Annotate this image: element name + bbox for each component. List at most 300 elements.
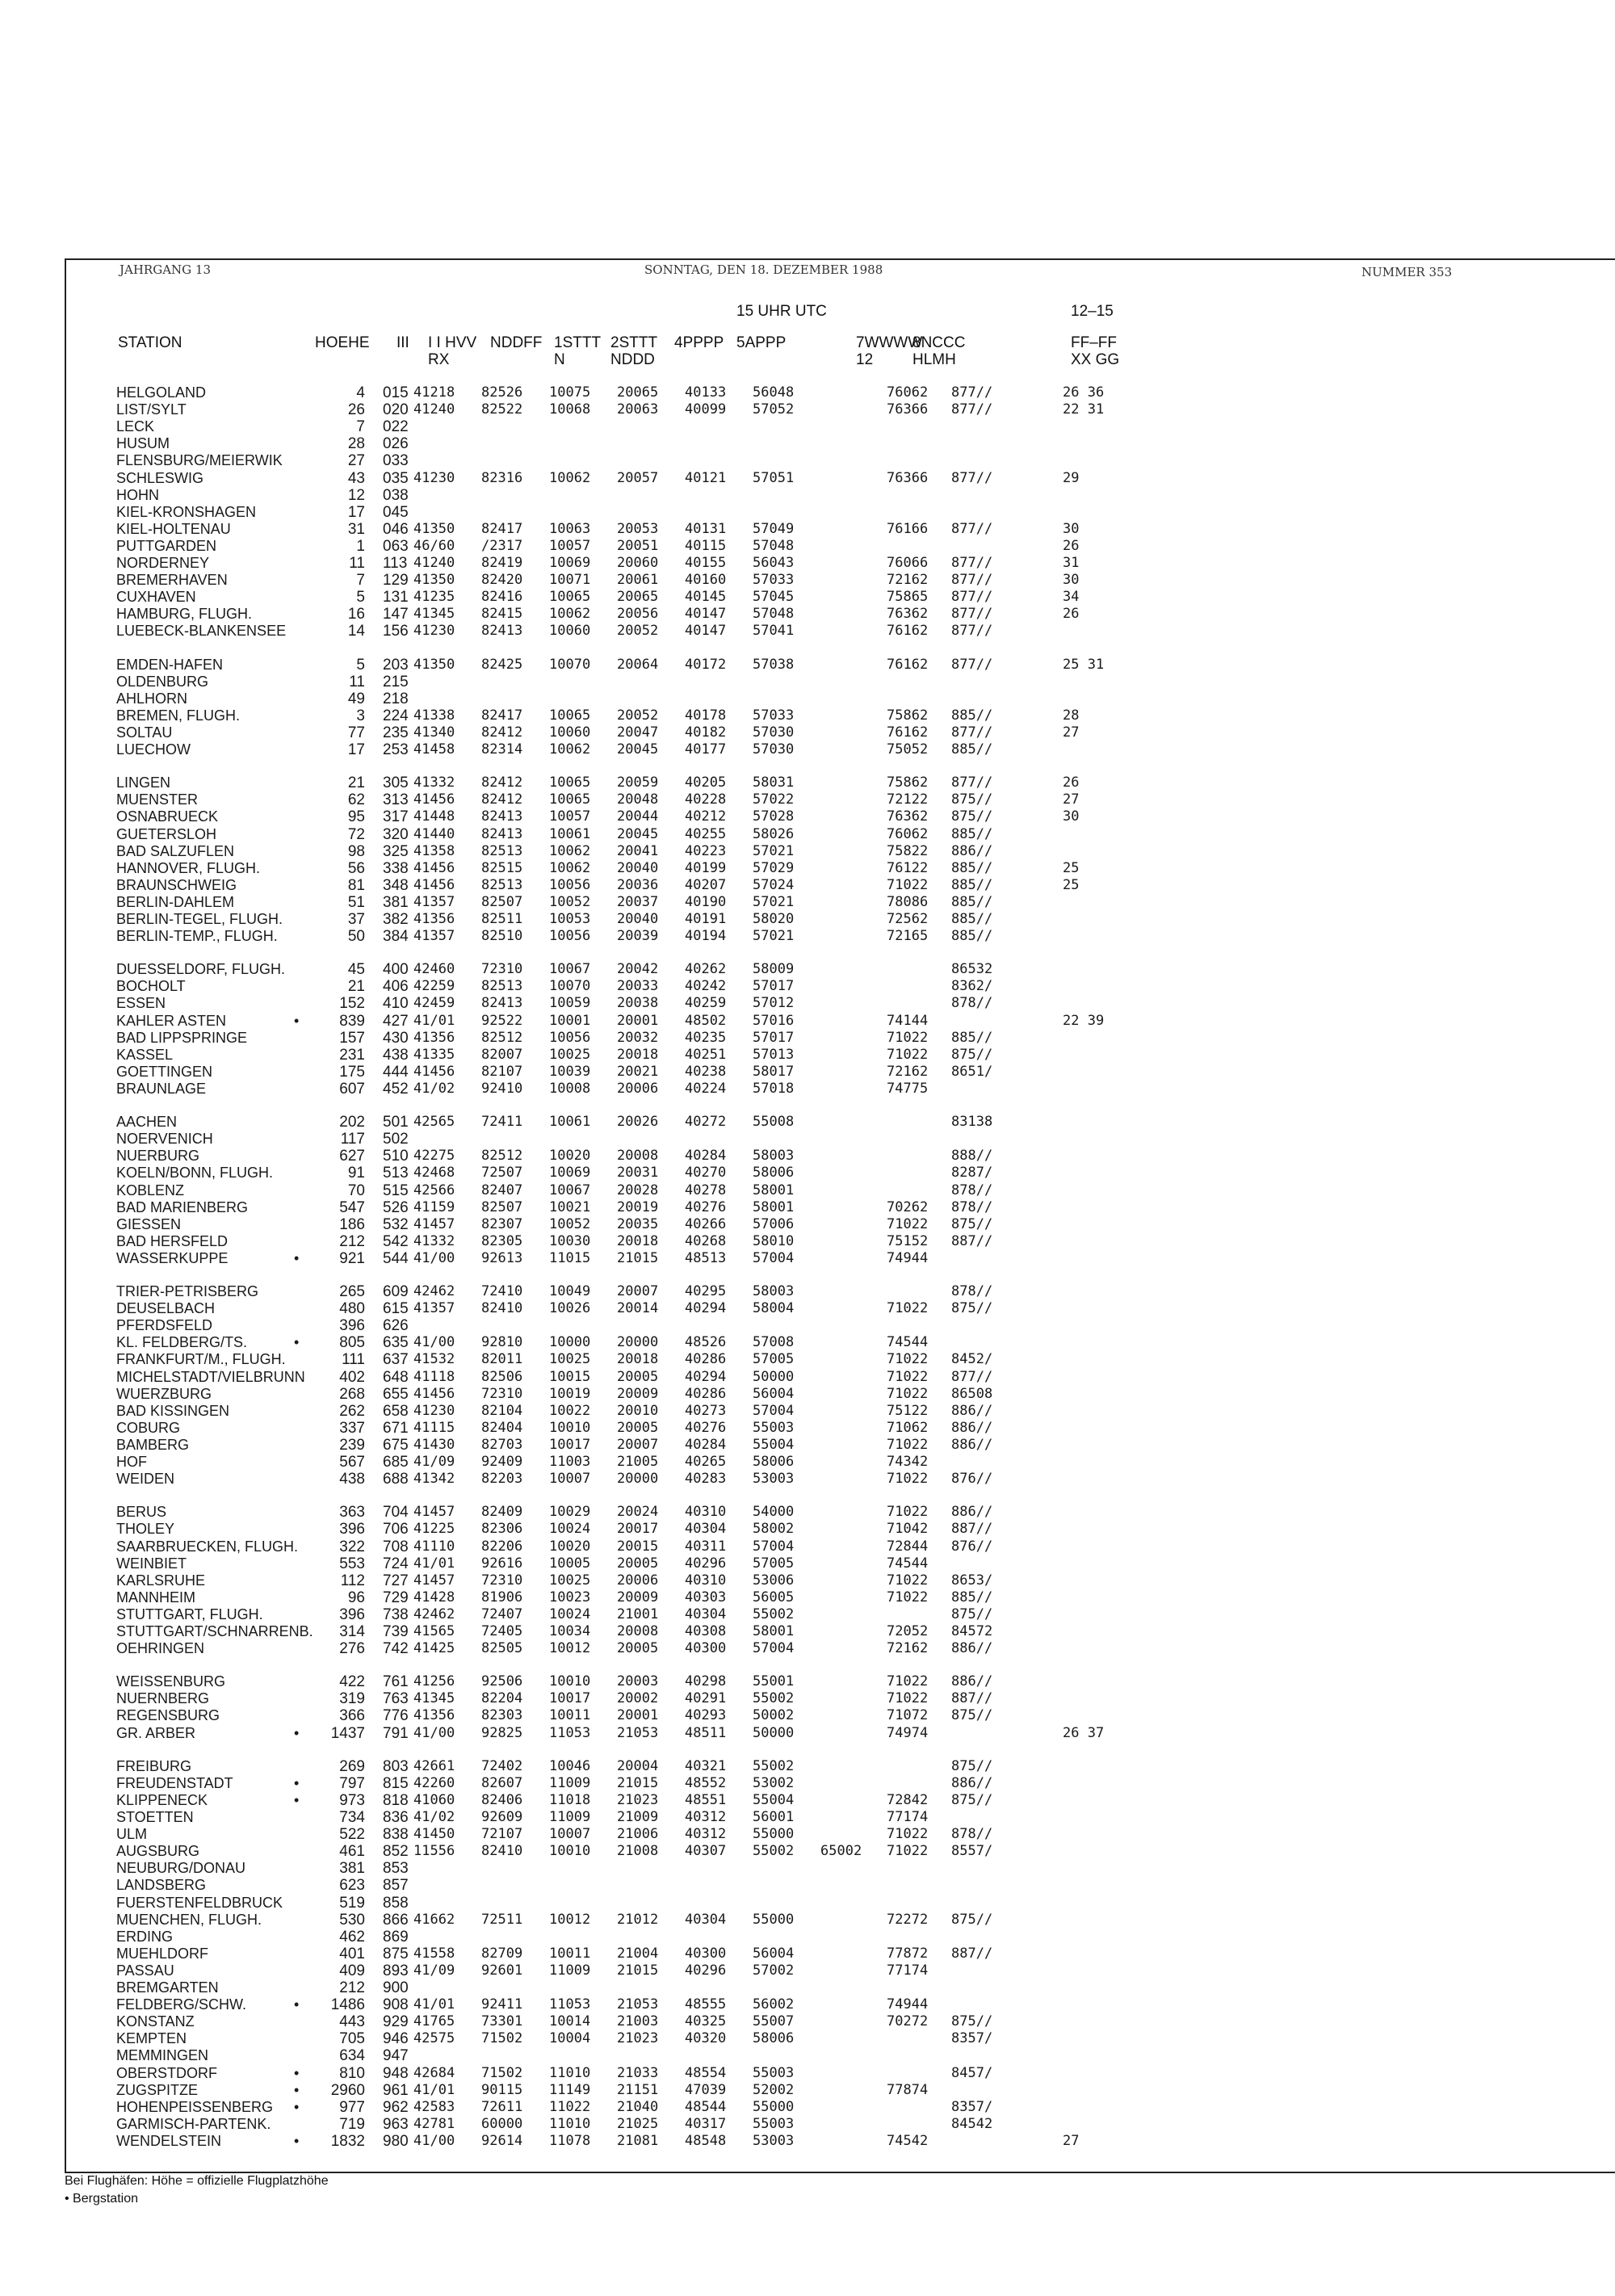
group-6: 56004	[753, 1385, 795, 1402]
group-6: 55003	[753, 2115, 795, 2132]
station-name: MICHELSTADT/VIELBRUNN	[116, 1368, 305, 1385]
group-5: 40266	[685, 1215, 727, 1232]
group-6: 57017	[753, 1029, 795, 1046]
group-3: 10061	[549, 825, 591, 842]
group-6: 56043	[753, 555, 795, 571]
group-6: 57028	[753, 808, 795, 825]
group-6: 53002	[753, 1774, 795, 1791]
group-3: 10065	[549, 707, 591, 724]
group-1: 42565	[413, 1114, 455, 1131]
gust-wind: 29	[1063, 469, 1080, 486]
group-6: 57051	[753, 469, 795, 486]
station-name: SAARBRUECKEN, FLUGH.	[116, 1538, 299, 1555]
group-5: 40325	[685, 2013, 727, 2030]
group-cloud: 875//	[951, 808, 993, 825]
group-2: 82303	[481, 1707, 523, 1724]
group-5: 40291	[685, 1690, 727, 1707]
group-4: 20005	[617, 1368, 659, 1385]
elevation: 62	[347, 791, 365, 809]
group-cloud: 886//	[951, 842, 993, 859]
station-name: LANDSBERG	[116, 1877, 207, 1894]
station-name: KARLSRUHE	[116, 1572, 206, 1589]
group-weather: 76066	[887, 555, 929, 571]
group-1: 42583	[413, 2098, 455, 2115]
table-row	[0, 1369, 1211, 1386]
group-1: 41256	[413, 1673, 455, 1690]
group-6: 57008	[753, 1334, 795, 1351]
group-1: 41345	[413, 606, 455, 623]
group-weather: 74542	[887, 2132, 929, 2149]
elevation: 5	[356, 589, 365, 607]
group-2: 82314	[481, 741, 523, 758]
station-index: 444	[383, 1063, 409, 1081]
group-2: 82607	[481, 1774, 523, 1791]
station-index: 739	[383, 1623, 409, 1640]
group-6: 58004	[753, 1300, 795, 1317]
group-4: 20018	[617, 1351, 659, 1368]
group-4: 21005	[617, 1454, 659, 1470]
group-6: 56002	[753, 1996, 795, 2013]
group-1: 41118	[413, 1368, 455, 1385]
station-name: FLENSBURG/MEIERWIK	[116, 452, 283, 469]
station-name: REGENSBURG	[116, 1707, 220, 1724]
group-2: 82107	[481, 1063, 523, 1080]
station-name: WEINBIET	[116, 1555, 187, 1572]
group-6: 57033	[753, 707, 795, 724]
group-cloud: 878//	[951, 1182, 993, 1198]
station-name: LUECHOW	[116, 741, 191, 758]
iii-heading: III	[396, 334, 409, 351]
group-5: 40276	[685, 1419, 727, 1436]
station-name: OLDENBURG	[116, 673, 209, 690]
group-cloud: 885//	[951, 1589, 993, 1606]
group-5: 40172	[685, 656, 727, 673]
group-5: 40312	[685, 1809, 727, 1825]
group-5: 40145	[685, 589, 727, 606]
group-4: 20045	[617, 741, 659, 758]
group-cloud: 877//	[951, 724, 993, 741]
group-4: 20026	[617, 1114, 659, 1131]
table-row	[0, 606, 1211, 623]
group-6: 53003	[753, 2132, 795, 2149]
group-5: 40160	[685, 572, 727, 589]
station-name: MANNHEIM	[116, 1589, 195, 1606]
hoehe-heading: HOEHE	[315, 334, 370, 351]
station-index: 675	[383, 1436, 409, 1454]
group-4: 20001	[617, 1707, 659, 1724]
group-1: 41428	[413, 1589, 455, 1606]
table-row	[0, 1081, 1211, 1098]
group-1: 41456	[413, 859, 455, 876]
group-4: 20017	[617, 1521, 659, 1538]
group-2: 72611	[481, 2098, 523, 2115]
station-index: 900	[383, 1979, 409, 1996]
group-4: 20057	[617, 469, 659, 486]
group-4: 21023	[617, 1791, 659, 1808]
elevation: 186	[339, 1215, 365, 1233]
elevation: 443	[339, 2013, 365, 2031]
group-5: 40199	[685, 859, 727, 876]
group-2: 82407	[481, 1182, 523, 1198]
group-weather: 77174	[887, 1809, 929, 1825]
station-name: WEISSENBURG	[116, 1673, 226, 1690]
elevation: 175	[339, 1063, 365, 1081]
group-2: 82412	[481, 774, 523, 791]
group-2: 92522	[481, 1012, 523, 1029]
elevation: 11	[349, 673, 365, 690]
elevation: 719	[339, 2115, 365, 2133]
table-row	[0, 1538, 1211, 1555]
group-weather: 77874	[887, 2081, 929, 2098]
group-cloud: 875//	[951, 1911, 993, 1928]
group-3: 10056	[549, 876, 591, 893]
table-row	[0, 1589, 1211, 1606]
elevation: 269	[339, 1757, 365, 1775]
station-index: 857	[383, 1877, 409, 1895]
group-5: 48551	[685, 1791, 727, 1808]
station-name: HOF	[116, 1454, 147, 1470]
station-name: KIEL-KRONSHAGEN	[116, 503, 257, 520]
group-weather: 72562	[887, 911, 929, 927]
group-2: 82417	[481, 520, 523, 537]
group-2: 71502	[481, 2030, 523, 2047]
table-row	[0, 674, 1211, 690]
group-6: 57004	[753, 1538, 795, 1555]
group-2: 82415	[481, 606, 523, 623]
elevation: 3	[356, 707, 365, 724]
station-index: 948	[383, 2064, 409, 2082]
group-5: 48548	[685, 2132, 727, 2149]
station-name: EMDEN-HAFEN	[116, 656, 224, 673]
station-name: LUEBECK-BLANKENSEE	[116, 623, 287, 640]
group-cloud: 886//	[951, 1419, 993, 1436]
group-cloud: 877//	[951, 656, 993, 673]
group-5: 40308	[685, 1623, 727, 1639]
group-weather: 76366	[887, 401, 929, 418]
station-index: 215	[383, 673, 409, 690]
group-2: 92810	[481, 1334, 523, 1351]
group-4: 21015	[617, 1774, 659, 1791]
elevation: 98	[347, 842, 365, 860]
group-5: 40178	[685, 707, 727, 724]
group-4: 21012	[617, 1911, 659, 1928]
elevation: 43	[347, 469, 365, 487]
station-index: 427	[383, 1012, 409, 1030]
group-cloud: 877//	[951, 401, 993, 418]
time-heading: 15 UHR UTC	[736, 303, 827, 320]
station-index: 852	[383, 1843, 409, 1861]
station-index: 022	[383, 418, 409, 436]
group-5: 40190	[685, 893, 727, 910]
station-index: 893	[383, 1962, 409, 1979]
table-row	[0, 707, 1211, 724]
group-6: 50000	[753, 1724, 795, 1741]
station-index: 727	[383, 1572, 409, 1589]
group-weather: 72162	[887, 1063, 929, 1080]
station-index: 724	[383, 1555, 409, 1572]
elevation: 734	[339, 1809, 365, 1826]
elevation: 553	[339, 1555, 365, 1572]
group-2: 92616	[481, 1555, 523, 1572]
group-weather: 71022	[887, 1368, 929, 1385]
elevation: 95	[347, 808, 365, 826]
group-5: 40296	[685, 1962, 727, 1979]
table-row	[0, 504, 1211, 521]
table-row	[0, 2047, 1211, 2064]
station-name: THOLEY	[116, 1521, 175, 1538]
group-2: 82413	[481, 808, 523, 825]
group-4: 21006	[617, 1826, 659, 1843]
table-row	[0, 791, 1211, 808]
group-5: 40182	[685, 724, 727, 741]
group-weather: 71022	[887, 1826, 929, 1843]
station-index: 452	[383, 1080, 409, 1098]
group-6: 58020	[753, 911, 795, 927]
group-6: 56048	[753, 384, 795, 401]
group-2: 82104	[481, 1402, 523, 1419]
group-cloud: 885//	[951, 741, 993, 758]
group-6: 58003	[753, 1283, 795, 1299]
station-name: AACHEN	[116, 1114, 178, 1131]
group-5: 48555	[685, 1996, 727, 2013]
station-name: NORDERNEY	[116, 555, 210, 571]
group-2: 73301	[481, 2013, 523, 2030]
table-row	[0, 724, 1211, 741]
group-3: 10021	[549, 1198, 591, 1215]
elevation: 396	[339, 1317, 365, 1335]
elevation: 366	[339, 1707, 365, 1725]
group-1: 41240	[413, 401, 455, 418]
group-4: 21023	[617, 2030, 659, 2047]
group-4: 20040	[617, 911, 659, 927]
gust-wind: 25 31	[1063, 656, 1105, 673]
group-3: 10052	[549, 893, 591, 910]
station-name: WENDELSTEIN	[116, 2132, 222, 2149]
station-index: 131	[383, 589, 409, 607]
group-cloud: 885//	[951, 825, 993, 842]
group-cloud: 885//	[951, 893, 993, 910]
group-5: 40310	[685, 1572, 727, 1589]
group-4: 20037	[617, 893, 659, 910]
group-3: 10059	[549, 995, 591, 1012]
station-index: 406	[383, 978, 409, 996]
table-row	[0, 623, 1211, 640]
table-row	[0, 1047, 1211, 1064]
group-4: 20065	[617, 589, 659, 606]
group-3: 10022	[549, 1402, 591, 1419]
group-3: 10017	[549, 1690, 591, 1707]
group-5: 48554	[685, 2064, 727, 2081]
group-2: 82420	[481, 572, 523, 589]
elevation: 91	[347, 1165, 365, 1182]
group-6: 57004	[753, 1249, 795, 1266]
station-name: NEUBURG/DONAU	[116, 1860, 246, 1877]
group-6: 58009	[753, 961, 795, 978]
table-row	[0, 657, 1211, 674]
group-1: 41350	[413, 520, 455, 537]
group-cloud: 86532	[951, 961, 993, 978]
station-index: 648	[383, 1368, 409, 1386]
group-1: 11556	[413, 1843, 455, 1860]
group-weather: 72052	[887, 1623, 929, 1639]
group-1: 41/01	[413, 1996, 455, 2013]
group-3: 11053	[549, 1996, 591, 2013]
station-name: BOCHOLT	[116, 978, 186, 995]
group-1: 41457	[413, 1215, 455, 1232]
station-index: 045	[383, 503, 409, 521]
station-index: 980	[383, 2132, 409, 2150]
elevation: 314	[339, 1623, 365, 1640]
group-6: 56004	[753, 1945, 795, 1962]
group-4: 21151	[617, 2081, 659, 2098]
group-weather: 71022	[887, 876, 929, 893]
group-6: 57016	[753, 1012, 795, 1029]
station-index: 776	[383, 1707, 409, 1725]
group-2: 82404	[481, 1419, 523, 1436]
group-3: 10046	[549, 1757, 591, 1774]
table-row	[0, 894, 1211, 911]
group-1: 41425	[413, 1640, 455, 1657]
group-4: 20002	[617, 1690, 659, 1707]
group-weather: 74544	[887, 1334, 929, 1351]
group-3: 10070	[549, 978, 591, 995]
group-cloud: 875//	[951, 791, 993, 808]
group-3: 10060	[549, 623, 591, 640]
elevation: 21	[347, 978, 365, 996]
group-2: 72310	[481, 1572, 523, 1589]
group-6: 57004	[753, 1402, 795, 1419]
group-4: 21033	[617, 2064, 659, 2081]
group-1: 42462	[413, 1606, 455, 1622]
group-1: 41332	[413, 774, 455, 791]
group-cloud: 877//	[951, 589, 993, 606]
group-2: 92601	[481, 1962, 523, 1979]
group-3: 11078	[549, 2132, 591, 2149]
mountain-marker: •	[294, 2132, 300, 2149]
group-6: 58010	[753, 1232, 795, 1249]
elevation: 634	[339, 2047, 365, 2065]
group-4: 20000	[617, 1334, 659, 1351]
station-index: 838	[383, 1826, 409, 1844]
station-name: WASSERKUPPE	[116, 1249, 229, 1266]
group-weather: 72165	[887, 928, 929, 945]
group-4: 21053	[617, 1996, 659, 2013]
group-3: 10056	[549, 928, 591, 945]
group-1: 42684	[413, 2064, 455, 2081]
station-name: MEMMINGEN	[116, 2047, 208, 2064]
group-5: 40295	[685, 1283, 727, 1299]
table-row	[0, 1572, 1211, 1589]
station-name: NOERVENICH	[116, 1131, 213, 1148]
elevation: 51	[347, 893, 365, 911]
station-index: 688	[383, 1471, 409, 1488]
group-3: 11015	[549, 1249, 591, 1266]
group-5: 47039	[685, 2081, 727, 2098]
station-name: KOELN/BONN, FLUGH.	[116, 1165, 274, 1182]
mountain-marker: •	[294, 1774, 300, 1791]
group-6: 57030	[753, 724, 795, 741]
group-4: 21001	[617, 1606, 659, 1622]
group-3: 10012	[549, 1640, 591, 1657]
group-weather: 76122	[887, 859, 929, 876]
station-name: AUGSBURG	[116, 1843, 200, 1860]
group-5: 40311	[685, 1538, 727, 1555]
group-5: 40278	[685, 1182, 727, 1198]
group-1: 41662	[413, 1911, 455, 1928]
group-2: 82425	[481, 656, 523, 673]
group-6: 55004	[753, 1436, 795, 1453]
group-3: 10062	[549, 859, 591, 876]
station-name: PUTTGARDEN	[116, 537, 217, 554]
group-5: 40312	[685, 1826, 727, 1843]
table-row	[0, 928, 1211, 945]
group-1: 42260	[413, 1774, 455, 1791]
group-6: 57030	[753, 741, 795, 758]
group-cloud: 888//	[951, 1148, 993, 1165]
table-row	[0, 1403, 1211, 1420]
group-5: 40259	[685, 995, 727, 1012]
group-3: 10067	[549, 1182, 591, 1198]
elevation: 202	[339, 1114, 365, 1131]
elevation: 461	[339, 1843, 365, 1861]
group-weather: 71022	[887, 1471, 929, 1488]
station-name: PASSAU	[116, 1962, 174, 1979]
group-5: 40272	[685, 1114, 727, 1131]
group-1: 41/09	[413, 1962, 455, 1979]
station-name: KEMPTEN	[116, 2030, 187, 2047]
elevation: 319	[339, 1690, 365, 1708]
group-4: 20019	[617, 1198, 659, 1215]
group-weather: 75052	[887, 741, 929, 758]
group-6: 57029	[753, 859, 795, 876]
group-3: 10070	[549, 656, 591, 673]
group-5: 40304	[685, 1606, 727, 1622]
group-3: 10067	[549, 961, 591, 978]
table-row	[0, 1792, 1211, 1809]
table-row	[0, 1877, 1211, 1894]
group-2: 82307	[481, 1215, 523, 1232]
elevation: 50	[347, 928, 365, 946]
group-5: 40255	[685, 825, 727, 842]
group-4: 21015	[617, 1249, 659, 1266]
station-index: 026	[383, 435, 409, 453]
station-name: LECK	[116, 418, 155, 435]
group-2: 72511	[481, 1911, 523, 1928]
group-weather: 71022	[887, 1029, 929, 1046]
group-weather: 74544	[887, 1555, 929, 1572]
group-cloud: 886//	[951, 1673, 993, 1690]
station-index: 338	[383, 859, 409, 877]
group-3: 10069	[549, 555, 591, 571]
station-name: HELGOLAND	[116, 384, 207, 401]
group-3: 11018	[549, 1791, 591, 1808]
station-index: 400	[383, 961, 409, 979]
group-2: 82703	[481, 1436, 523, 1453]
group-6: 50002	[753, 1707, 795, 1724]
elevation: 11	[349, 555, 365, 572]
group-weather: 71042	[887, 1521, 929, 1538]
elevation: 402	[339, 1368, 365, 1386]
elevation: 37	[347, 911, 365, 928]
table-row	[0, 452, 1211, 469]
station-index: 658	[383, 1402, 409, 1420]
station-index: 015	[383, 384, 409, 401]
station-index: 129	[383, 572, 409, 590]
station-heading: STATION	[118, 334, 182, 351]
station-index: 320	[383, 825, 409, 843]
group-4: 21053	[617, 1724, 659, 1741]
group-cloud: 8357/	[951, 2030, 993, 2047]
